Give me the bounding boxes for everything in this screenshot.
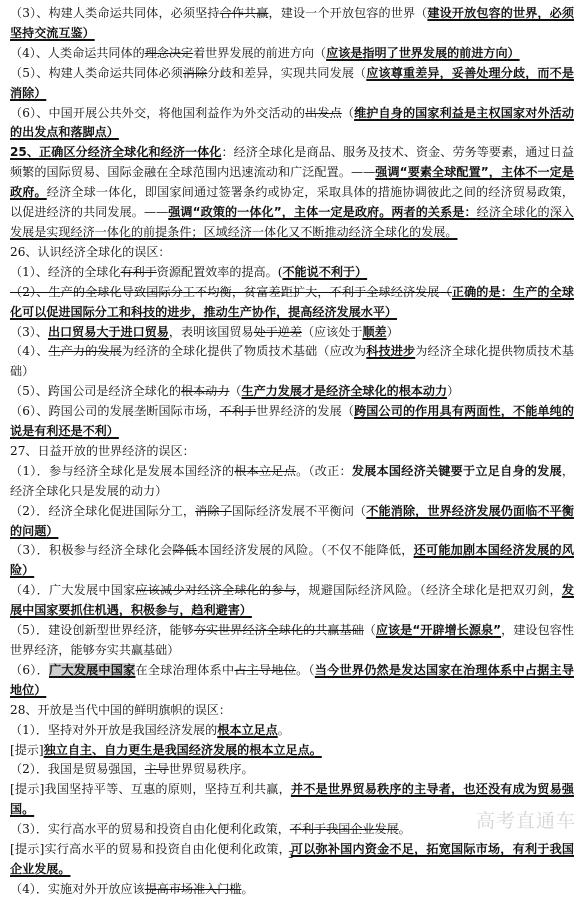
text-span: 。 [398,822,411,837]
emphasis-text: 正确的是：生产的全球化可以促进国际分工和科技的进步，推动生产协作，提高经济发展水平） [10,284,574,319]
struck-text: 夯实世界经济全球化的共赢基础 [193,623,364,638]
text-span: （6）、跨国公司的发展垄断国际市场， [10,404,220,419]
text-span: （1）．参与经济全球化是发展本国经济的 [10,463,235,478]
emphasis-text: 经济全球化的深入发展是实现经济一体化的前提条件；区域经济一体化又不断推动经济全球化的发展。 [10,205,574,239]
emphasis-text: 不能消除，世界经济发展仍面临不平衡的问题） [10,503,574,538]
text-span: （3）．积极参与经济全球化会 [10,543,173,558]
emphasis-text: 应该是“开辟增长源泉” [375,623,502,638]
struck-text: 出发点 [305,105,342,120]
paragraph [10,104,574,144]
struck-text: 理念决定 [144,45,194,60]
text-span: ，建设包容性世界经济，能够夯实共赢基础） [10,623,574,657]
paragraph [10,382,574,402]
watermark: 高考直通车 [475,810,576,832]
emphasis-text: 科技进步 [366,344,416,359]
paragraph [10,143,574,243]
emphasis-text: 发展中国家要抓住机遇，积极参与，趋利避害） [10,583,574,618]
text-span: （ [229,384,242,399]
text-span: （6）． [10,662,49,677]
struck-text: 不利于 [219,404,257,419]
text-span: （应该处于 [301,324,363,339]
emphasis-text: 发展本国经济关键要于立足自身的发展 [351,463,562,478]
emphasis-text: 强调“政策的一体化”，主体一定是政府。两者的关系是： [168,205,477,220]
paragraph [10,701,574,721]
emphasis-text: 当今世界仍然是发达国家在治理体系中占据主导地位） [10,662,574,697]
paragraph [10,402,574,442]
struck-text: 降低 [172,543,198,558]
text-span: 国际经济发展不平衡问（ [231,503,367,518]
text-span: （1）、经济的全球化 [10,264,121,279]
paragraph [10,760,574,780]
emphasis-text: 应该尊重差异，妥善处理分歧，而不是消除） [10,65,574,100]
text-span: 资源配置效率的提高。( [156,264,283,279]
emphasis-text: 并不是世界贸易秩序的主导者，也还没有成为贸易强国。 [10,782,574,817]
text-span: （5）．建设创新型世界经济，能够 [10,623,194,638]
emphasis-text: 维护自身的国家利益是主权国家对外活动的出发点和落脚点） [10,105,574,140]
emphasis-text: 可以弥补国内资金不足，拓宽国际市场，有利于我国企业发展。 [10,842,574,876]
emphasis-text: 跨国公司的作用具有两面性，不能单纯的说是有利还是不利） [10,404,574,439]
struck-text: （2）、生产的全球化导致国际分工不均衡，贫富差距扩大，不利于全球经济发展（ [10,284,452,299]
paragraph [10,880,574,900]
paragraph [10,581,574,621]
emphasis-text: 还可能加剧本国经济发展的风险） [10,543,574,578]
text-span: ，规避国际经济风险。（经济全球化是把双刃剑， [296,583,562,598]
struck-text: 生产力的发展 [48,344,122,359]
text-span: ） [386,324,399,339]
text-span: （3）、构建人类命运共同体，必须坚持 [10,6,220,20]
paragraph [10,541,574,581]
emphasis-text: 出口贸易大于进口贸易 [47,324,169,339]
text-span: 为经济的全球化提供了物质技术基础（应改为 [121,344,367,359]
text-span: 本国经济发展的风险。（不仅不能降低， [197,543,414,558]
text-span: （6）、中国开展公共外交，将他国利益作为外交活动的 [10,105,306,120]
struck-text: 占主导地位 [234,662,297,677]
paragraph [10,4,574,44]
text-span: ，经济全球化只是发展的动力） [10,463,574,498]
struck-text: 合作共赢 [219,6,269,20]
struck-text: 消除了 [195,503,232,518]
text-span: （4）、人类命运共同体的 [10,45,145,60]
text-span: 着世界发展的前进方向（ [193,45,327,60]
text-span: 在全球治理体系中 [135,662,235,677]
paragraph [10,342,574,382]
text-span: （5）、跨国公司是经济全球化的 [10,384,181,399]
paragraph [10,263,574,283]
text-span: 。（改正： [296,463,352,478]
paragraph [10,64,574,104]
text-span: （4）．实施对外开放应该 [10,881,145,896]
text-span: （4）．广大发展中国家 [10,583,136,598]
text-span: 世界贸易秩序。 [168,762,254,777]
emphasis-text: 建设开放包容的世界，必须坚持交流互鉴） [10,6,574,40]
text-span: （4）、 [10,344,49,359]
text-span: 。（ [296,662,315,677]
text-span: 世界经济的发展（ [256,404,355,419]
struck-text: 有利于 [120,264,157,279]
text-span: 28、开放是当代中国的鲜明旗帜的误区： [10,702,231,717]
paragraph [10,323,574,343]
emphasis-text: 生产力发展才是经济全球化的根本动力 [241,384,448,399]
text-span: （5）、构建人类命运共同体必须 [10,65,183,80]
emphasis-text: 应该是指明了世界发展的前进方向） [326,45,520,60]
text-span: 经济全球一体化，即国家间通过签署条约或协定，采取具体的措施协调彼此之间的经济贸易政策，以促进经济的共同发展。—— [10,185,574,220]
emphasis-text: 独立自主、自力更生是我国经济发展的根本立足点。 [43,742,322,757]
text-span: ） [447,384,460,399]
emphasis-text: 不能说不利于） [282,264,368,279]
emphasis-text: 顺差 [362,324,387,339]
struck-text: 处于逆差 [253,324,302,339]
text-span: 。 [241,881,254,896]
text-span: 分歧和差异，实现共同发展（ [207,65,367,80]
text-span: （1）．坚持对外开放是我国经济发展的 [10,722,218,737]
paragraph [10,44,574,64]
emphasis-text: 强调“要素全球配置”，主体不一定是政府。 [10,165,574,200]
text-span: [提示]实行高水平的贸易和投资自由化便利化政策， [10,842,291,857]
text-span: ：经济全球化是商品、服务及技术、资金、劳务等要素，通过日益频繁的国际贸易、国际金融在全球范围内迅速流动和广泛配置。—— [10,145,574,180]
emphasis-text: 广大发展中国家 [48,662,136,677]
struck-text: 提高市场准入门槛 [144,881,242,896]
text-span: （2）．经济全球化促进国际分工， [10,503,196,518]
text-span: [提示] [10,742,44,757]
paragraph [10,621,574,661]
text-span: 27、日益开放的世界经济的误区： [10,443,195,458]
paragraph [10,462,574,502]
text-span: [提示]我国坚持平等、互惠的原则，坚持互利共赢， [10,782,291,797]
text-span: （3）、 [10,324,48,339]
struck-text: 消除 [182,65,208,80]
struck-text: 主导 [144,762,169,777]
paragraph [10,283,574,323]
paragraph [10,721,574,741]
text-span: 为经济全球化提供物质技术基础） [10,344,574,379]
text-span: ，表明该国贸易 [168,324,254,339]
paragraph [10,741,574,761]
document-body [10,4,574,900]
text-span: （2）．我国是贸易强国， [10,762,145,777]
paragraph [10,661,574,701]
text-span: ，建设一个开放包容的世界（ [268,6,428,20]
paragraph [10,502,574,542]
struck-text: 根本动力 [180,384,230,399]
page-number: 3 [287,850,295,861]
struck-text: 根本立足点 [234,463,297,478]
emphasis-text: 25、正确区分经济全球化和经济一体化 [10,145,222,160]
text-span: 。 [277,722,290,737]
paragraph [10,442,574,462]
text-span: （ [363,623,376,638]
text-span: （3）．实行高水平的贸易和投资自由化便利化政策， [10,822,290,837]
struck-text: 不利于我国企业发展 [289,822,399,837]
paragraph [10,243,574,263]
text-span: （ [341,105,355,120]
emphasis-text: 根本立足点 [217,722,278,737]
text-span: 26、认识经济全球化的误区： [10,244,171,259]
struck-text: 应该减少对经济全球化的参与 [135,583,297,598]
